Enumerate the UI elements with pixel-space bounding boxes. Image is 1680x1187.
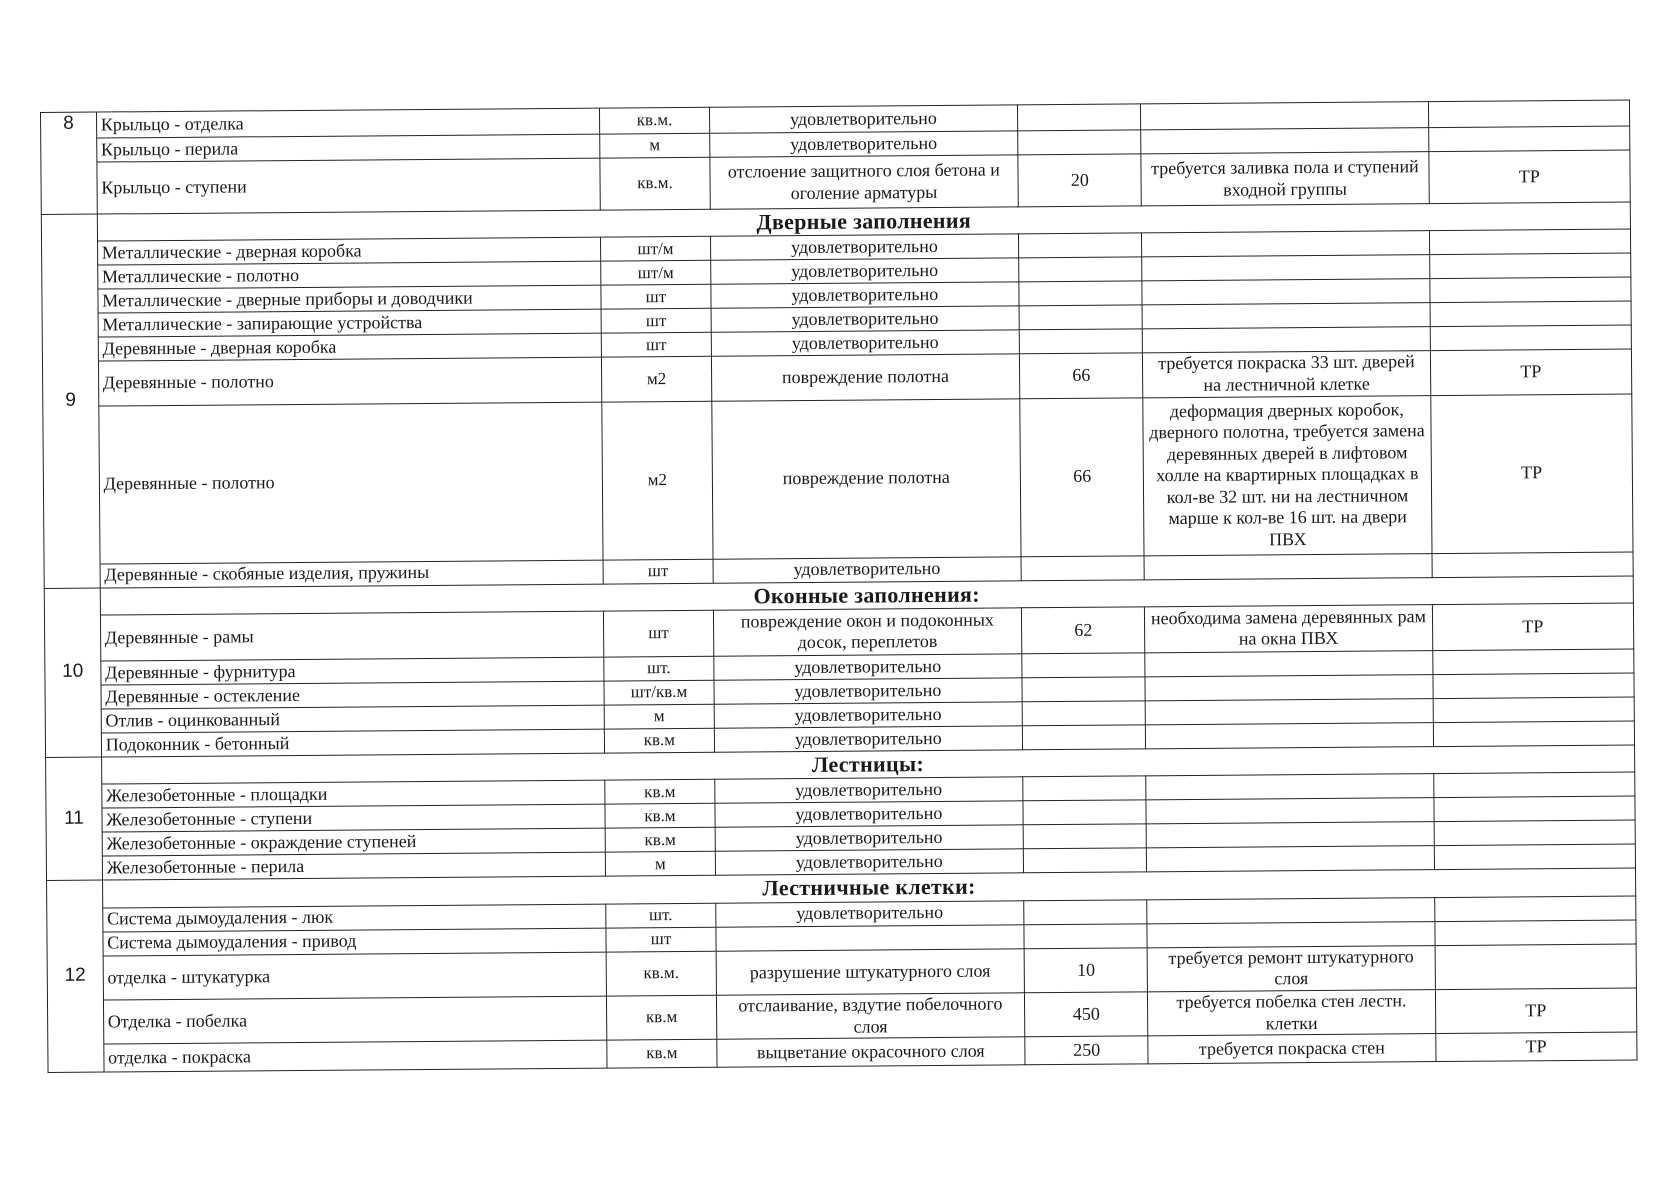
- row-quantity: [1019, 281, 1142, 306]
- row-element: Железобетонные - площадки: [101, 780, 605, 808]
- row-repair-type: [1434, 820, 1636, 846]
- row-unit: шт: [601, 309, 710, 334]
- row-action: [1144, 553, 1431, 579]
- row-action: [1147, 897, 1434, 923]
- row-element: Крыльцо - ступени: [97, 158, 601, 214]
- row-repair-type: [1429, 229, 1631, 255]
- inspection-table-body: [41, 100, 1637, 1073]
- row-quantity: [1019, 233, 1142, 258]
- row-quantity: [1024, 900, 1147, 925]
- row-action: [1146, 774, 1433, 800]
- row-quantity: [1022, 653, 1145, 678]
- row-repair-type: [1434, 920, 1636, 946]
- row-unit: кв.м: [607, 1039, 716, 1068]
- row-element: Металлические - полотно: [97, 261, 601, 289]
- row-action: требуется побелка стен лестн. клетки: [1148, 990, 1435, 1036]
- row-quantity: [1019, 329, 1142, 354]
- row-element: Деревянные - полотно: [99, 402, 604, 564]
- row-quantity: [1022, 677, 1145, 702]
- row-unit: шт: [604, 610, 714, 657]
- row-unit: шт: [601, 285, 710, 310]
- row-condition: удовлетворительно: [714, 777, 1023, 803]
- row-condition: удовлетворительно: [714, 702, 1023, 728]
- row-quantity: [1018, 104, 1141, 131]
- row-element: Деревянные - полотно: [98, 357, 602, 405]
- row-repair-type: ТР: [1430, 349, 1632, 395]
- row-element: Железобетонные - ступени: [102, 804, 606, 832]
- section-number: 10: [44, 588, 101, 758]
- row-element: отделка - покраска: [104, 1040, 608, 1072]
- row-condition: отслаивание, вздутие побелочного слоя: [716, 993, 1025, 1040]
- row-quantity: 250: [1025, 1036, 1148, 1065]
- row-action: [1146, 798, 1433, 824]
- row-action: [1145, 651, 1432, 677]
- row-quantity: [1023, 848, 1146, 873]
- row-quantity: [1021, 555, 1144, 580]
- row-condition: удовлетворительно: [715, 901, 1024, 927]
- row-element: Деревянные - остекление: [101, 681, 605, 709]
- section-number: 12: [47, 880, 104, 1072]
- row-condition: повреждение окон и подоконных досок, переплетов: [713, 608, 1022, 656]
- row-unit: шт/м: [601, 237, 710, 262]
- row-condition: удовлетворительно: [713, 556, 1022, 582]
- row-element: Деревянные - скобяные изделия, пружины: [100, 560, 604, 588]
- row-condition: повреждение полотна: [711, 398, 1021, 558]
- row-unit: кв.м: [605, 728, 714, 753]
- section-title: Лестницы:: [101, 745, 1634, 784]
- row-repair-type: [1430, 301, 1632, 327]
- row-quantity: [1019, 257, 1142, 282]
- row-element: Крыльцо - отделка: [96, 108, 600, 138]
- row-quantity: [1023, 725, 1146, 750]
- row-action: требуется ремонт штукатурного слоя: [1147, 945, 1434, 991]
- row-element: Деревянные - рамы: [100, 611, 604, 661]
- row-quantity: [1023, 800, 1146, 825]
- row-condition: удовлетворительно: [715, 801, 1024, 827]
- row-element: Металлические - запирающие устройства: [98, 309, 602, 337]
- row-unit: шт.: [606, 903, 715, 928]
- row-element: Деревянные - фурнитура: [101, 657, 605, 685]
- row-action: [1147, 921, 1434, 947]
- row-action: необходима замена деревянных рам на окна ПВХ: [1145, 605, 1432, 653]
- row-quantity: [1018, 130, 1141, 155]
- row-action: [1147, 822, 1434, 848]
- row-action: [1142, 279, 1429, 305]
- row-unit: кв.м.: [606, 951, 716, 996]
- row-repair-type: [1430, 325, 1632, 351]
- row-repair-type: [1429, 277, 1631, 303]
- row-repair-type: [1432, 673, 1634, 699]
- row-element: Подоконник - бетонный: [101, 729, 605, 757]
- row-action: [1142, 231, 1429, 257]
- row-element: Отделка - побелка: [103, 996, 607, 1044]
- row-condition: удовлетворительно: [710, 282, 1019, 308]
- row-condition: удовлетворительно: [711, 330, 1020, 356]
- row-unit: шт: [606, 927, 715, 952]
- row-repair-type: ТР: [1428, 150, 1630, 204]
- row-quantity: [1023, 776, 1146, 801]
- row-repair-type: [1433, 697, 1635, 723]
- row-repair-type: [1434, 896, 1636, 922]
- section-number: 8: [41, 112, 98, 214]
- row-quantity: [1023, 824, 1146, 849]
- section-number: 9: [41, 214, 100, 588]
- row-condition: удовлетворительно: [714, 726, 1023, 752]
- row-repair-type: ТР: [1435, 988, 1637, 1034]
- row-unit: кв.м: [607, 995, 717, 1040]
- row-action: требуется покраска стен: [1148, 1034, 1435, 1064]
- row-quantity: [1022, 701, 1145, 726]
- row-action: [1146, 699, 1433, 725]
- inspection-page: [40, 100, 1637, 1074]
- row-unit: шт.: [604, 656, 713, 681]
- row-condition: удовлетворительно: [711, 306, 1020, 332]
- row-repair-type: [1433, 772, 1635, 798]
- row-repair-type: ТР: [1432, 603, 1634, 651]
- row-unit: шт/м: [601, 261, 710, 286]
- row-action: [1147, 846, 1434, 872]
- row-repair-type: [1433, 796, 1635, 822]
- row-element: Отлив - оцинкованный: [101, 705, 605, 733]
- row-condition: удовлетворительно: [715, 849, 1024, 875]
- row-action: [1141, 128, 1428, 154]
- row-condition: удовлетворительно: [709, 131, 1018, 157]
- row-repair-type: [1434, 844, 1636, 870]
- row-element: Деревянные - дверная коробка: [98, 333, 602, 361]
- row-repair-type: [1428, 126, 1630, 152]
- row-action: [1142, 255, 1429, 281]
- row-repair-type: [1428, 100, 1630, 128]
- row-element: отделка - штукатурка: [103, 952, 607, 1000]
- row-action: требуется покраска 33 шт. дверей на лестничной клетке: [1143, 351, 1430, 397]
- row-condition: повреждение полотна: [711, 354, 1020, 401]
- section-title: Дверные заполнения: [97, 202, 1630, 241]
- section-title: Лестничные клетки:: [102, 868, 1635, 907]
- row-unit: шт: [602, 333, 711, 358]
- row-condition: удовлетворительно: [710, 258, 1019, 284]
- row-condition: разрушение штукатурного слоя: [716, 949, 1025, 996]
- inspection-table: [40, 100, 1637, 1074]
- row-unit: кв.м: [605, 804, 714, 829]
- row-quantity: 20: [1018, 154, 1142, 207]
- section-title: Оконные заполнения:: [100, 576, 1633, 615]
- row-repair-type: ТР: [1430, 394, 1633, 554]
- row-repair-type: ТР: [1435, 1032, 1637, 1062]
- row-unit: кв.м: [605, 828, 714, 853]
- row-action: [1146, 723, 1433, 749]
- row-unit: м: [600, 133, 709, 158]
- row-element: Крыльцо - перила: [96, 134, 600, 162]
- row-action: деформация дверных коробок, дверного полотна, требуется замена деревянных дверей в лифтовом холле на квартирных площадках в кол-ве 32 шт. ни на лестничном марше к кол-ве 16 шт. на двери ПВХ: [1143, 395, 1431, 555]
- row-element: Железобетонные - окраждение ступеней: [102, 828, 606, 856]
- row-action: требуется заливка пола и ступений входной группы: [1141, 152, 1429, 206]
- row-unit: кв.м.: [600, 157, 710, 210]
- row-condition: удовлетворительно: [714, 678, 1023, 704]
- row-condition: выцветание окрасочного слоя: [716, 1037, 1025, 1067]
- table-row: [43, 394, 1633, 564]
- section-number: 11: [46, 757, 103, 881]
- row-repair-type: [1429, 253, 1631, 279]
- row-unit: кв.м: [605, 780, 714, 805]
- row-condition: удовлетворительно: [713, 654, 1022, 680]
- row-unit: м: [604, 704, 713, 729]
- row-unit: м2: [602, 401, 713, 560]
- row-condition: удовлетворительно: [715, 825, 1024, 851]
- row-element: Металлические - дверные приборы и доводчики: [98, 285, 602, 313]
- row-unit: шт: [603, 559, 712, 584]
- row-repair-type: [1432, 649, 1634, 675]
- row-condition: [715, 925, 1024, 951]
- row-action: [1141, 102, 1428, 130]
- row-quantity: 62: [1022, 607, 1146, 654]
- row-element: Железобетонные - перила: [102, 852, 606, 880]
- row-condition: отслоение защитного слоя бетона и оголение арматуры: [709, 155, 1018, 209]
- row-unit: кв.м.: [600, 107, 709, 134]
- row-unit: шт/кв.м: [604, 680, 713, 705]
- row-action: [1145, 675, 1432, 701]
- row-unit: м2: [602, 357, 712, 402]
- row-action: [1143, 327, 1430, 353]
- row-unit: м: [606, 852, 715, 877]
- row-repair-type: [1432, 552, 1634, 578]
- row-quantity: 66: [1020, 353, 1144, 398]
- row-repair-type: [1435, 944, 1637, 990]
- row-element: Металлические - дверная коробка: [97, 237, 601, 265]
- row-condition: удовлетворительно: [710, 234, 1019, 260]
- row-condition: удовлетворительно: [709, 105, 1018, 133]
- row-element: Система дымоудаления - люк: [102, 904, 606, 932]
- row-quantity: [1019, 305, 1142, 330]
- row-quantity: 66: [1020, 397, 1144, 556]
- row-element: Система дымоудаления - привод: [103, 928, 607, 956]
- row-quantity: [1024, 924, 1147, 949]
- row-quantity: 450: [1025, 992, 1149, 1037]
- row-quantity: 10: [1024, 948, 1148, 993]
- row-action: [1142, 303, 1429, 329]
- row-repair-type: [1433, 721, 1635, 747]
